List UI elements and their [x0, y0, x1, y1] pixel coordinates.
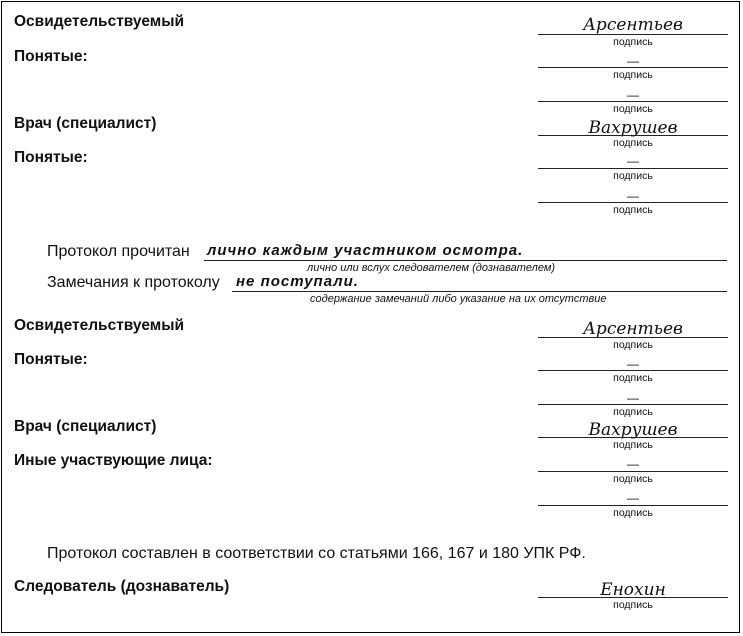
- fill-line: [232, 291, 727, 292]
- protocol-read-value: лично каждым участником осмотра.: [207, 242, 524, 259]
- doctor-signature: Вахрушев: [588, 118, 678, 138]
- signature-caption: подпись: [613, 372, 653, 384]
- signature-caption: подпись: [613, 439, 653, 451]
- investigator-signature: Енохин: [600, 580, 666, 600]
- signature-dash: —: [627, 457, 639, 471]
- signature-caption: подпись: [613, 170, 653, 182]
- signature-line: [538, 597, 728, 598]
- witness-signature: Арсентьев: [583, 15, 683, 35]
- signature-line: [538, 337, 728, 338]
- compliance-statement: Протокол составлен в соответствии со статьями 166, 167 и 180 УПК РФ.: [47, 545, 586, 562]
- signature-line: [538, 135, 728, 136]
- signature-line: [538, 202, 728, 203]
- witness-label: Освидетельствуемый: [14, 13, 184, 30]
- signature-dash: —: [627, 357, 639, 371]
- fill-line: [204, 260, 727, 261]
- signature-caption: подпись: [613, 36, 653, 48]
- attesting-witnesses-label: Понятые:: [14, 149, 88, 166]
- signature-caption: подпись: [613, 69, 653, 81]
- signature-caption: подпись: [613, 507, 653, 519]
- other-participants-label: Иные участвующие лица:: [14, 452, 213, 469]
- witness-signature: Арсентьев: [583, 319, 683, 339]
- protocol-read-label: Протокол прочитан: [47, 243, 190, 260]
- signature-line: [538, 101, 728, 102]
- signature-caption: подпись: [613, 204, 653, 216]
- signature-line: [538, 67, 728, 68]
- signature-line: [538, 505, 728, 506]
- signature-dash: —: [627, 189, 639, 203]
- signature-dash: —: [627, 88, 639, 102]
- signature-caption: подпись: [613, 406, 653, 418]
- signature-caption: подпись: [613, 137, 653, 149]
- remarks-label: Замечания к протоколу: [47, 274, 220, 291]
- remarks-caption: содержание замечаний либо указание на их отсутствие: [310, 293, 607, 305]
- witness-label: Освидетельствуемый: [14, 317, 184, 334]
- attesting-witnesses-label: Понятые:: [14, 48, 88, 65]
- signature-line: [538, 168, 728, 169]
- signature-caption: подпись: [613, 103, 653, 115]
- signature-line: [538, 34, 728, 35]
- doctor-signature: Вахрушев: [588, 420, 678, 440]
- signature-line: [538, 404, 728, 405]
- signature-dash: —: [627, 491, 639, 505]
- signature-caption: подпись: [613, 339, 653, 351]
- signature-dash: —: [627, 154, 639, 168]
- signature-line: [538, 437, 728, 438]
- protocol-read-caption: лично или вслух следователем (дознавателем): [307, 262, 556, 274]
- signature-dash: —: [627, 54, 639, 68]
- signature-caption: подпись: [613, 473, 653, 485]
- investigator-label: Следователь (дознаватель): [14, 578, 230, 595]
- remarks-value: не поступали.: [236, 273, 359, 290]
- signature-line: [538, 471, 728, 472]
- doctor-label: Врач (специалист): [14, 115, 157, 132]
- signature-caption: подпись: [613, 599, 653, 611]
- doctor-label: Врач (специалист): [14, 418, 157, 435]
- signature-line: [538, 370, 728, 371]
- attesting-witnesses-label: Понятые:: [14, 351, 88, 368]
- signature-dash: —: [627, 391, 639, 405]
